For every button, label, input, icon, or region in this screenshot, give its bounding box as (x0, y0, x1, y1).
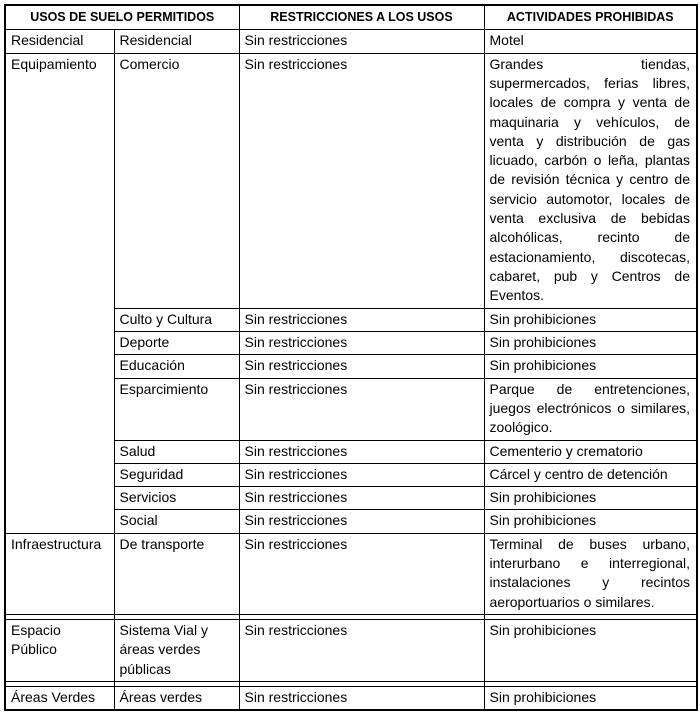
prohibited-cell: Sin prohibiciones (484, 331, 697, 354)
prohibited-cell: Sin prohibiciones (484, 686, 697, 710)
use-cell: Culto y Cultura (114, 308, 239, 331)
table-row (5, 53, 697, 308)
restrictions-cell: Sin restricciones (239, 510, 484, 533)
header-usos-de-suelo: USOS DE SUELO PERMITIDOS (5, 5, 239, 30)
prohibited-cell: Sin prohibiciones (484, 510, 697, 533)
table-row (5, 30, 697, 53)
use-cell: Comercio (114, 53, 239, 308)
category-cell: Áreas Verdes (5, 686, 114, 710)
use-cell: Servicios (114, 487, 239, 510)
restrictions-cell: Sin restricciones (239, 686, 484, 710)
use-cell: Residencial (114, 30, 239, 53)
restrictions-cell: Sin restricciones (239, 533, 484, 614)
restrictions-cell: Sin restricciones (239, 487, 484, 510)
use-cell: Esparcimiento (114, 378, 239, 440)
category-cell: Residencial (5, 30, 114, 53)
prohibited-cell: Sin prohibiciones (484, 620, 697, 682)
category-cell: Infraestructura (5, 533, 114, 614)
use-cell: Educación (114, 355, 239, 378)
header-actividades: ACTIVIDADES PROHIBIDAS (484, 5, 697, 30)
prohibited-cell: Grandes tiendas, supermercados, ferias libres, locales de compra y venta de maquinaria y vehículos, de venta y distribución de gas licuado, carbón o leña, plantas de revisión técnica y centro de servicio automotor, locales de venta exclusiva de bebidas alcohólicas, recinto de estacionamiento, discotecas, cabaret, pub y Centros de Eventos. (484, 53, 697, 308)
restrictions-cell: Sin restricciones (239, 378, 484, 440)
restrictions-cell: Sin restricciones (239, 53, 484, 308)
table-row (5, 686, 697, 710)
use-cell: Salud (114, 440, 239, 463)
use-cell: Deporte (114, 331, 239, 354)
use-cell: Social (114, 510, 239, 533)
restrictions-cell: Sin restricciones (239, 30, 484, 53)
use-cell: De transporte (114, 533, 239, 614)
prohibited-cell: Motel (484, 30, 697, 53)
prohibited-cell: Cementerio y crematorio (484, 440, 697, 463)
use-cell: Áreas verdes (114, 686, 239, 710)
prohibited-cell: Parque de entretenciones, juegos electrónicos o similares, zoológico. (484, 378, 697, 440)
prohibited-cell: Cárcel y centro de detención (484, 463, 697, 486)
restrictions-cell: Sin restricciones (239, 331, 484, 354)
prohibited-cell: Sin prohibiciones (484, 487, 697, 510)
prohibited-cell: Sin prohibiciones (484, 355, 697, 378)
land-use-table (4, 4, 698, 711)
restrictions-cell: Sin restricciones (239, 440, 484, 463)
prohibited-cell: Sin prohibiciones (484, 308, 697, 331)
table-row (5, 620, 697, 682)
use-cell: Sistema Vial y áreas verdes públicas (114, 620, 239, 682)
header-row (5, 5, 697, 30)
restrictions-cell: Sin restricciones (239, 620, 484, 682)
restrictions-cell: Sin restricciones (239, 355, 484, 378)
restrictions-cell: Sin restricciones (239, 308, 484, 331)
table-row (5, 533, 697, 614)
restrictions-cell: Sin restricciones (239, 463, 484, 486)
category-cell: Equipamiento (5, 53, 114, 533)
prohibited-cell: Terminal de buses urbano, interurbano e interregional, instalaciones y recintos aeroportuarios o similares. (484, 533, 697, 614)
header-restricciones: RESTRICCIONES A LOS USOS (239, 5, 484, 30)
use-cell: Seguridad (114, 463, 239, 486)
category-cell: Espacio Público (5, 620, 114, 682)
